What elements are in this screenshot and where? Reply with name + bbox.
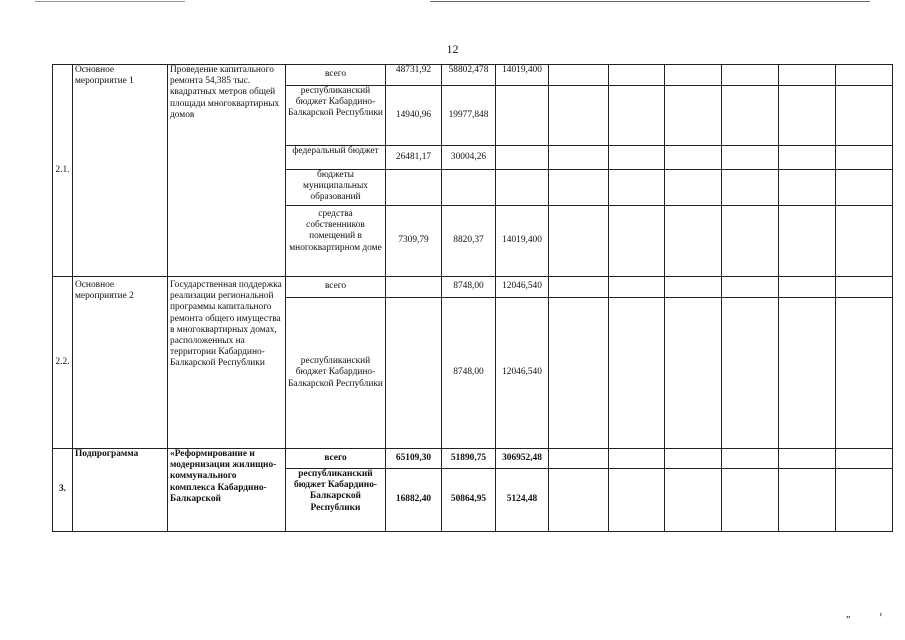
value-cell: 5124,48 xyxy=(496,469,549,532)
value-cell xyxy=(496,86,549,146)
funding-source: всего xyxy=(286,65,386,86)
empty-cell xyxy=(609,469,665,532)
empty-cell xyxy=(779,449,836,469)
value-cell: 51890,75 xyxy=(442,449,496,469)
value-cell xyxy=(386,170,442,206)
empty-cell xyxy=(549,146,609,170)
funding-source: всего xyxy=(286,277,386,298)
empty-cell xyxy=(836,170,893,206)
table-row xyxy=(53,449,893,469)
funding-source: республиканский бюджет Кабардино-Балкарской Республики xyxy=(286,86,386,146)
empty-cell xyxy=(779,469,836,532)
scan-mark: › xyxy=(879,609,883,620)
event-name: Основное мероприятие 2 xyxy=(73,277,168,449)
value-cell: 12046,540 xyxy=(496,298,549,449)
table-row xyxy=(53,65,893,86)
value-cell: 7309,79 xyxy=(386,206,442,277)
event-description: «Реформирование и модернизация жилищно-коммунального комплекса Кабардино-Балкарской xyxy=(168,449,286,532)
value-cell xyxy=(496,170,549,206)
empty-cell xyxy=(549,65,609,86)
funding-source: республиканский бюджет Кабардино-Балкарской Республики xyxy=(286,469,386,532)
empty-cell xyxy=(722,298,779,449)
empty-cell xyxy=(779,170,836,206)
empty-cell xyxy=(722,449,779,469)
empty-cell xyxy=(722,170,779,206)
empty-cell xyxy=(722,206,779,277)
empty-cell xyxy=(665,86,722,146)
empty-cell xyxy=(836,277,893,298)
value-cell: 14019,400 xyxy=(496,206,549,277)
empty-cell xyxy=(836,86,893,146)
value-cell: 48731,92 xyxy=(386,65,442,86)
event-name: Подпрограмма xyxy=(73,449,168,532)
empty-cell xyxy=(665,449,722,469)
value-cell: 16882,40 xyxy=(386,469,442,532)
scan-edge-line xyxy=(430,1,870,2)
empty-cell xyxy=(609,65,665,86)
value-cell: 19977,848 xyxy=(442,86,496,146)
empty-cell xyxy=(836,298,893,449)
empty-cell xyxy=(609,277,665,298)
row-number: 2.1. xyxy=(53,65,73,277)
empty-cell xyxy=(722,146,779,170)
empty-cell xyxy=(549,206,609,277)
empty-cell xyxy=(779,277,836,298)
value-cell xyxy=(386,277,442,298)
empty-cell xyxy=(836,206,893,277)
value-cell xyxy=(442,170,496,206)
row-number: 2.2. xyxy=(53,277,73,449)
empty-cell xyxy=(609,298,665,449)
value-cell: 30004,26 xyxy=(442,146,496,170)
empty-cell xyxy=(609,86,665,146)
funding-source: всего xyxy=(286,449,386,469)
empty-cell xyxy=(549,86,609,146)
value-cell xyxy=(386,298,442,449)
empty-cell xyxy=(665,206,722,277)
value-cell xyxy=(496,146,549,170)
value-cell: 14019,400 xyxy=(496,65,549,86)
value-cell: 8748,00 xyxy=(442,277,496,298)
empty-cell xyxy=(779,206,836,277)
scan-edge-line xyxy=(35,1,185,2)
funding-source: республиканский бюджет Кабардино-Балкарской Республики xyxy=(286,298,386,449)
scan-mark: „ xyxy=(846,609,851,620)
empty-cell xyxy=(609,449,665,469)
row-number: 3. xyxy=(53,449,73,532)
empty-cell xyxy=(665,298,722,449)
page-number: 12 xyxy=(446,42,459,56)
empty-cell xyxy=(722,469,779,532)
empty-cell xyxy=(836,469,893,532)
value-cell: 26481,17 xyxy=(386,146,442,170)
funding-source: средства собственников помещений в многоквартирном доме xyxy=(286,206,386,277)
value-cell: 50864,95 xyxy=(442,469,496,532)
empty-cell xyxy=(836,449,893,469)
event-description: Государственная поддержка реализации региональной программы капитального ремонта общего имущества в многоквартирных домах, расположенных на территории Кабардино-Балкарской Республики xyxy=(168,277,286,449)
empty-cell xyxy=(779,65,836,86)
empty-cell xyxy=(609,146,665,170)
funding-source: федеральный бюджет xyxy=(286,146,386,170)
funding-source: бюджеты муниципальных образований xyxy=(286,170,386,206)
program-table xyxy=(52,64,893,532)
empty-cell xyxy=(665,146,722,170)
value-cell: 12046,540 xyxy=(496,277,549,298)
empty-cell xyxy=(665,65,722,86)
empty-cell xyxy=(665,277,722,298)
value-cell: 306952,48 xyxy=(496,449,549,469)
empty-cell xyxy=(549,449,609,469)
empty-cell xyxy=(722,86,779,146)
empty-cell xyxy=(665,469,722,532)
value-cell: 8748,00 xyxy=(442,298,496,449)
empty-cell xyxy=(549,469,609,532)
empty-cell xyxy=(609,206,665,277)
empty-cell xyxy=(779,86,836,146)
empty-cell xyxy=(722,65,779,86)
empty-cell xyxy=(779,146,836,170)
empty-cell xyxy=(836,146,893,170)
empty-cell xyxy=(549,277,609,298)
empty-cell xyxy=(549,298,609,449)
value-cell: 65109,30 xyxy=(386,449,442,469)
empty-cell xyxy=(609,170,665,206)
table-row xyxy=(53,277,893,298)
empty-cell xyxy=(722,277,779,298)
value-cell: 58802,478 xyxy=(442,65,496,86)
value-cell: 14940,96 xyxy=(386,86,442,146)
event-name: Основное мероприятие 1 xyxy=(73,65,168,277)
empty-cell xyxy=(836,65,893,86)
empty-cell xyxy=(665,170,722,206)
empty-cell xyxy=(549,170,609,206)
value-cell: 8820,37 xyxy=(442,206,496,277)
event-description: Проведение капитального ремонта 54,385 тыс. квадратных метров общей площади многоквартирных домов xyxy=(168,65,286,277)
empty-cell xyxy=(779,298,836,449)
